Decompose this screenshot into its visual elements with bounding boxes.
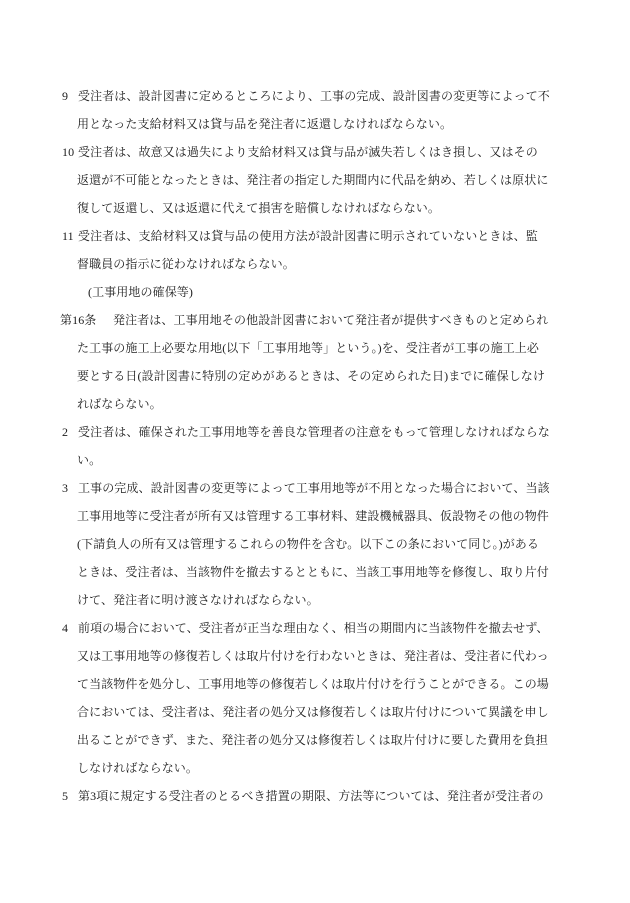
line-text: 発注者は、工事用地その他設計図書において発注者が提供すべきものと定められ <box>113 313 549 327</box>
document-line <box>0 82 630 110</box>
document-line <box>0 670 630 698</box>
document-line <box>0 278 630 306</box>
document-line <box>0 782 630 810</box>
line-text: 用となった支給材料又は貸与品を発注者に返還しなければならない。 <box>77 117 453 131</box>
line-text: 前項の場合において、受注者が正当な理由なく、相当の期間内に当該物件を撤去せず、 <box>78 621 549 635</box>
line-text: 要とする日(設計図書に特別の定めがあるときは、その定められた日)までに確保しなけ <box>77 369 545 383</box>
document-line <box>0 642 630 670</box>
document-line <box>0 558 630 586</box>
paragraph-number: 10 <box>62 145 75 159</box>
line-text: (工事用地の確保等) <box>88 285 193 299</box>
document-line <box>0 614 630 642</box>
line-text: 工事用地等に受注者が所有又は管理する工事材料、建設機械器具、仮設物その他の物件 <box>77 509 549 523</box>
line-text: 返還が不可能となったときは、発注者の指定した期間内に代品を納め、若しくは原状に <box>77 173 549 187</box>
document-line <box>0 138 630 166</box>
paragraph-number: 9 <box>62 89 69 103</box>
paragraph-number: 2 <box>62 425 69 439</box>
document-line <box>0 418 630 446</box>
document-line <box>0 362 630 390</box>
paragraph-number: 3 <box>62 481 69 495</box>
line-text: けて、発注者に明け渡さなければならない。 <box>77 593 319 607</box>
document-line <box>0 390 630 418</box>
line-text: 受注者は、故意又は過失により支給材料又は貸与品が滅失若しくはき損し、又はその <box>78 145 538 159</box>
document-line <box>0 474 630 502</box>
document-line <box>0 110 630 138</box>
document-line <box>0 754 630 782</box>
document-line <box>0 194 630 222</box>
paragraph-number: 第16条 <box>60 313 97 327</box>
document-line <box>0 586 630 614</box>
document-line <box>0 334 630 362</box>
document-line <box>0 250 630 278</box>
line-text: 受注者は、支給材料又は貸与品の使用方法が設計図書に明示されていないときは、監 <box>78 229 538 243</box>
paragraph-number: 11 <box>62 229 74 243</box>
paragraph-number: 5 <box>62 789 69 803</box>
line-text: ときは、受注者は、当該物件を撤去するとともに、当該工事用地等を修復し、取り片付 <box>77 565 549 579</box>
line-text: (下請負人の所有又は管理するこれらの物件を含む。以下この条において同じ。)がある <box>77 537 539 551</box>
line-text: 受注者は、設計図書に定めるところにより、工事の完成、設計図書の変更等によって不 <box>78 89 550 103</box>
document-line <box>0 698 630 726</box>
line-text: て当該物件を処分し、工事用地等の修復若しくは取片付けを行うことができる。この場 <box>77 677 549 691</box>
document-line <box>0 446 630 474</box>
line-text: ればならない。 <box>77 397 162 411</box>
line-text: 合においては、受注者は、発注者の処分又は修復若しくは取片付けについて異議を申し <box>77 705 549 719</box>
document-line <box>0 306 630 334</box>
paragraph-number: 4 <box>62 621 69 635</box>
document-line <box>0 166 630 194</box>
line-text: 出ることができず、また、発注者の処分又は修復若しくは取片付けに要した費用を負担 <box>77 733 548 747</box>
document-line <box>0 530 630 558</box>
document-line <box>0 726 630 754</box>
line-text: 受注者は、確保された工事用地等を善良な管理者の注意をもって管理しなければならな <box>78 425 550 439</box>
line-text: 又は工事用地等の修復若しくは取片付けを行わないときは、発注者は、受注者に代わっ <box>77 649 549 663</box>
line-text: 工事の完成、設計図書の変更等によって工事用地等が不用となった場合において、当該 <box>78 481 550 495</box>
line-text: しなければならない。 <box>77 761 199 775</box>
line-text: 第3項に規定する受注者のとるべき措置の期限、方法等については、発注者が受注者の <box>78 789 544 803</box>
contract-text-block <box>0 82 630 810</box>
document-line <box>0 502 630 530</box>
line-text: 督職員の指示に従わなければならない。 <box>77 257 295 271</box>
line-text: い。 <box>77 453 102 467</box>
line-text: た工事の施工上必要な用地(以下「工事用地等」という。)を、受注者が工事の施工上必 <box>77 341 539 355</box>
line-text: 復して返還し、又は返還に代えて損害を賠償しなければならない。 <box>77 201 441 215</box>
document-line <box>0 222 630 250</box>
